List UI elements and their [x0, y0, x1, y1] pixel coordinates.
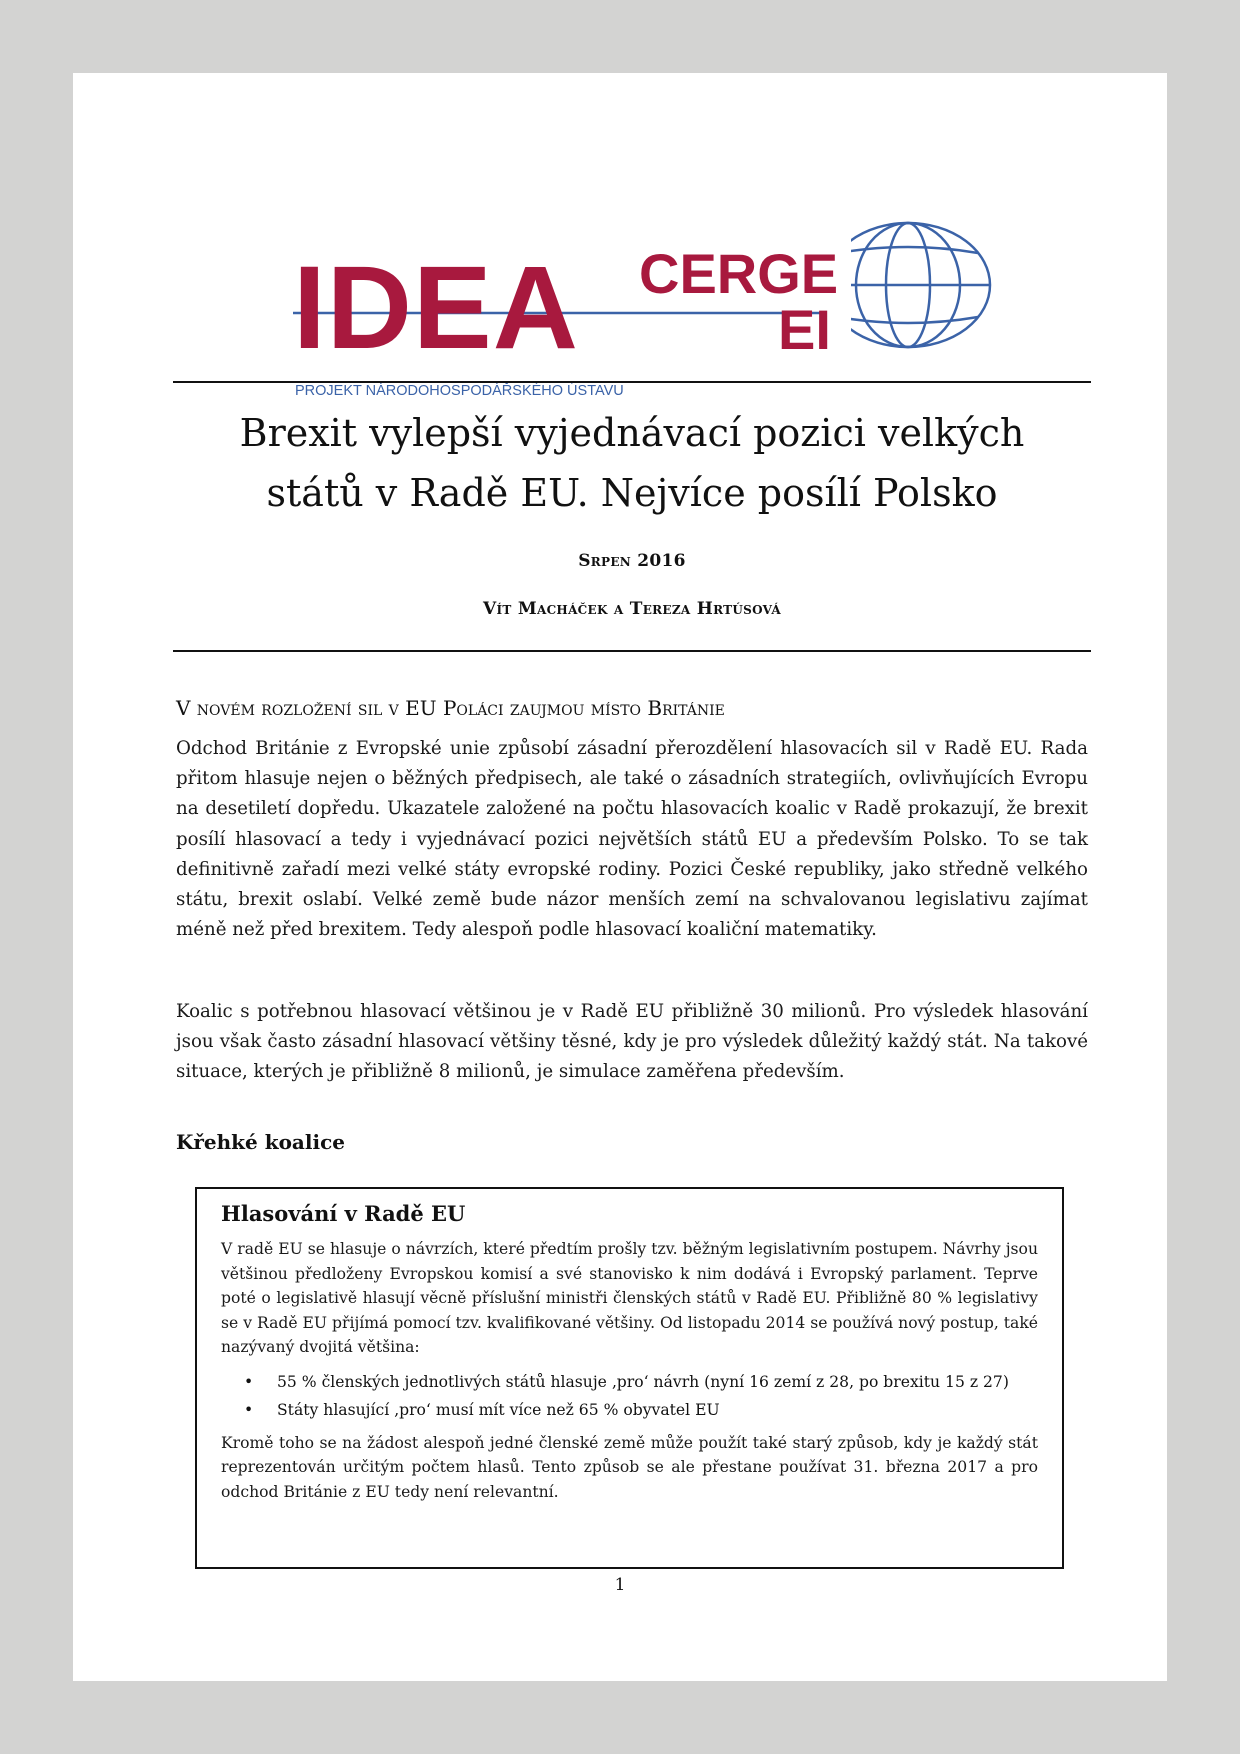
info-box	[195, 1187, 1064, 1569]
publication-date: Srpen 2016	[578, 551, 686, 571]
list-item	[244, 1370, 1038, 1395]
idea-cerge-ei-logo	[293, 175, 1041, 415]
info-box-title: Hlasování v Radě EU	[221, 1201, 466, 1226]
logo-idea-text: IDEA	[293, 242, 579, 374]
list-item-text: 55 % členských jednotlivých států hlasuje ‚pro‘ návrh (nyní 16 zemí z 28, po brexitu 15 z 27)	[277, 1372, 1009, 1391]
top-divider	[173, 381, 1091, 383]
logo-ei-text: EI	[778, 298, 831, 361]
document-title	[173, 403, 1091, 523]
page-number: 1	[614, 1575, 626, 1595]
info-box-text: V radě EU se hlasuje o návrzích, které předtím prošly tzv. běžným legislativním postupem. Návrhy jsou většinou předloženy Evropskou komisí a své stanovisko k nim dodává i Evropský parlament. Teprve poté o legislativě hlasují věcně příslušní ministři členských států v Radě EU. Přibližně 80 % legislativy se v Radě EU přijímá pomocí tzv. kvalifikované většiny. Od listopadu 2014 se používá nový postup, také nazývaný dvojitá většina:	[221, 1240, 1038, 1356]
title-line-2: států v Radě EU. Nejvíce posílí Polsko	[266, 471, 998, 515]
logo-subtitle-text: PROJEKT NÁRODOHOSPODÁŘSKÉHO ÚSTAVU	[295, 383, 624, 399]
logo-cerge-text: CERGE	[639, 242, 839, 305]
bottom-divider	[173, 650, 1091, 652]
title-line-1: Brexit vylepší vyjednávací pozici velkých	[239, 411, 1025, 455]
subheading: Křehké koalice	[176, 1130, 345, 1154]
document-page	[73, 73, 1167, 1681]
paragraph-2: Koalic s potřebnou hlasovací většinou je v Radě EU přibližně 30 milionů. Pro výsledek hlasování jsou však často zásadní hlasovací většiny těsné, kdy je pro výsledek důležitý každý stát. Na takové situace, kterých je přibližně 8 milionů, je simulace zaměřena především.	[176, 1001, 1088, 1083]
list-item	[244, 1398, 1038, 1423]
bullet-icon: •	[244, 1372, 254, 1391]
info-box-list	[221, 1370, 1038, 1423]
list-item-text: Státy hlasující ‚pro‘ musí mít více než 65 % obyvatel EU	[277, 1401, 720, 1419]
info-box-closing: Kromě toho se na žádost alespoň jedné členské země může použít také starý způsob, kdy je každý stát reprezentován určitým počtem hlasů. Tento způsob se ale přestane používat 31. března 2017 a pro odchod Británie z EU tedy není relevantní.	[221, 1433, 1038, 1501]
paragraph-1: Odchod Británie z Evropské unie způsobí zásadní přerozdělení hlasovacích sil v Radě EU. Rada přitom hlasuje nejen o běžných předpisech, ale také o zásadních strategiích, ovlivňujících Evropu na desetiletí dopředu. Ukazatele založené na počtu hlasovacích koalic v Radě prokazují, že brexit posílí hlasovací a tedy i vyjednávací pozici největších států EU a především Polsko. To se tak definitivně zařadí mezi velké státy evropské rodiny. Pozici České republiky, jako středně velkého státu, brexit oslabí. Velké země bude názor menších zemí na schvalovanou legislativu zajímat méně než před brexitem. Tedy alespoň podle hlasovací koaliční matematiky.	[176, 738, 1088, 941]
bullet-icon: •	[244, 1401, 254, 1419]
section-heading: V novém rozložení sil v EU Poláci zaujmou místo Británie	[176, 696, 725, 720]
authors: Vít Macháček a Tereza Hrtúsová	[483, 599, 781, 619]
